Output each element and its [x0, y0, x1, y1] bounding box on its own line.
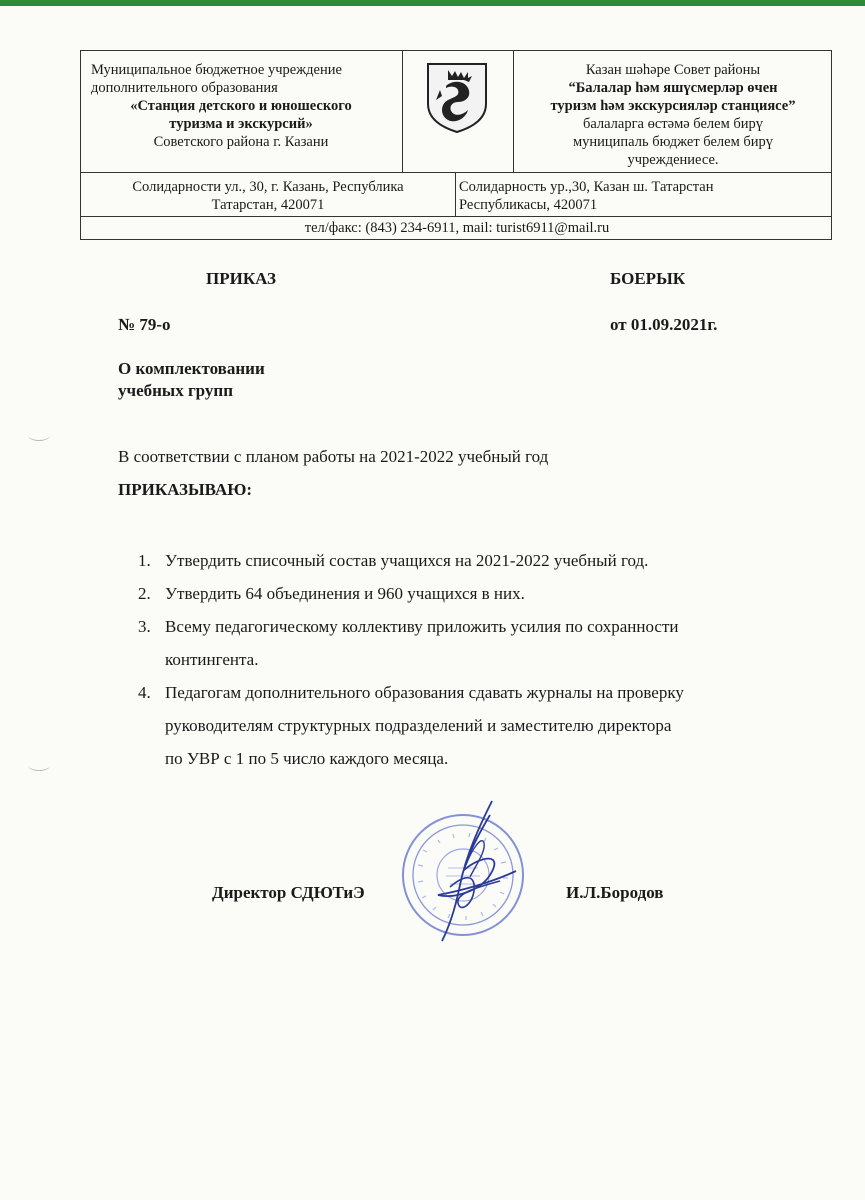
org-line: муниципаль бюджет белем бирү [572, 134, 774, 150]
org-title: «Станция детского и юношеского [130, 98, 352, 114]
list-item [138, 676, 778, 775]
item-line: Всему педагогическому коллективу приложить усилия по сохранности [165, 617, 679, 636]
org-name-ru [83, 61, 399, 151]
divider [513, 51, 514, 172]
item-number: 2. [138, 584, 151, 603]
order-number: № 79-о [118, 315, 171, 334]
address-line: Татарстан, 420071 [211, 197, 325, 213]
item-line: Педагогам дополнительного образования сдавать журналы на проверку [165, 683, 684, 702]
order-command: ПРИКАЗЫВАЮ: [118, 480, 253, 499]
order-subject: учебных групп [118, 381, 233, 400]
divider [81, 216, 831, 217]
order-date: от 01.09.2021г. [610, 315, 718, 334]
list-item [138, 577, 778, 610]
org-line: балаларга өстәмә белем бирү [582, 116, 764, 132]
signer-position: Директор СДЮТиЭ [212, 883, 365, 902]
divider [402, 51, 403, 172]
top-edge-bar [0, 0, 865, 6]
item-number: 4. [138, 683, 151, 702]
org-name-tt [515, 61, 831, 169]
org-title: туризма и экскурсий» [169, 116, 313, 132]
org-line: учреждениесе. [627, 152, 719, 168]
address-ru [83, 178, 453, 214]
item-line: по УВР с 1 по 5 число каждого месяца. [165, 749, 449, 768]
kazan-coat-of-arms-icon [424, 60, 490, 134]
list-item [138, 544, 778, 577]
org-line: Советского района г. Казани [153, 134, 329, 150]
item-line: Утвердить 64 объединения и 960 учащихся в них. [165, 584, 525, 603]
divider [455, 172, 456, 216]
list-item [138, 610, 778, 676]
signature-icon [420, 795, 530, 945]
divider [81, 172, 831, 173]
fold-mark [28, 760, 50, 771]
address-line: Республикасы, 420071 [459, 197, 598, 213]
org-title: “Балалар һәм яшүсмерләр өчен [568, 80, 778, 96]
signer-name: И.Л.Бородов [566, 883, 664, 902]
order-title-tt: БОЕРЫК [610, 269, 686, 288]
org-line: Казан шәһәре Совет районы [585, 62, 761, 78]
item-line: контингента. [165, 650, 259, 669]
org-line: дополнительного образования [91, 80, 278, 96]
org-line: Муниципальное бюджетное учреждение [91, 62, 342, 78]
fold-mark [28, 430, 50, 441]
order-title-ru: ПРИКАЗ [206, 269, 276, 288]
address-line: Солидарности ул., 30, г. Казань, Республика [132, 179, 404, 195]
address-tt [459, 178, 829, 214]
org-title: туризм һәм экскурсияләр станциясе” [550, 98, 796, 114]
item-number: 3. [138, 617, 151, 636]
order-subject: О комплектовании [118, 359, 265, 378]
item-line: Утвердить списочный состав учащихся на 2021-2022 учебный год. [165, 551, 649, 570]
contacts-line: тел/факс: (843) 234-6911, mail: turist6911@mail.ru [304, 220, 610, 236]
item-number: 1. [138, 551, 151, 570]
item-line: руководителям структурных подразделений и заместителю директора [165, 716, 672, 735]
order-items [138, 544, 778, 775]
order-basis: В соответствии с планом работы на 2021-2022 учебный год [118, 447, 549, 466]
address-line: Солидарность ур.,30, Казан ш. Татарстан [459, 179, 714, 195]
